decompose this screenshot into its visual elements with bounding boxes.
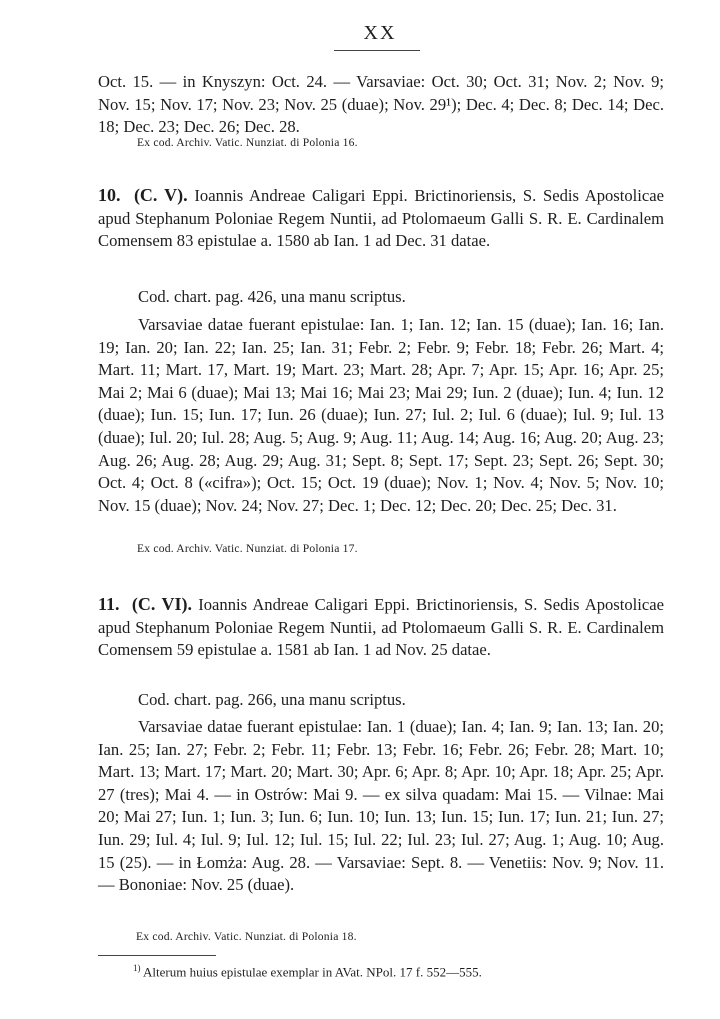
entry-11-codex: Cod. chart. pag. 266, una manu scriptus. [138,690,406,709]
entry-10-dates: Varsaviae datae fuerant epistulae: Ian. 1; Ian. 12; Ian. 15 (duae); Ian. 16; Ian. 19; Ian. 20; Ian. 22; Ian. 25; Ian. 31; Febr. 2; Febr. 9; Febr. 18; Febr. 26; Mart. 4; Mart. 11; Mart. 17, Mart. 19; Mart. 23; Mart. 28; Apr. 7; Apr. 15; Apr. 16; Apr. 25; Mai 2; Mai 6 (duae); Mai 13; Mai 16; Mai 23; Mai 29; Iun. 2 (duae); Iun. 4; Iun. 12 (duae); Iun. 15; Iun. 17; Iun. 26 (duae); Iun. 27; Iul. 2; Iul. 6 (duae); Iul. 9; Iul. 13 (duae); Iul. 20; Iul. 28; Aug. 5; Aug. 9; Aug. 11; Aug. 14; Aug. 16; Aug. 20; Aug. 23; Aug. 26; Aug. 28; Aug. 29; Aug. 31; Sept. 8; Sept. 17; Sept. 23; Sept. 26; Sept. 30; Oct. 4; Oct. 8 («cifra»); Oct. 15; Oct. 19 (duae); Nov. 1; Nov. 4; Nov. 5; Nov. 10; Nov. 15 (duae); Nov. 24; Nov. 27; Dec. 1; Dec. 12; Dec. 20; Dec. 25; Dec. 31. [98,315,664,515]
entry-10-number: 10. [98,185,121,205]
entry-10-title: Ioannis Andreae Caligari Eppi. Brictinoriensis, S. Sedis Apostolicae apud Stephanum Poloniae Regem Nuntii, ad Ptolomaeum Galli S. R. E. Cardinalem Comensem 83 epistulae a. 1580 ab Ian. 1 ad Dec. 31 datae. [98,186,664,251]
entry-10-code: (C. V). [133,185,188,205]
source-note-16: Ex cod. Archiv. Vatic. Nunziat. di Polonia 16. [137,136,358,149]
entry-10-heading [98,184,664,253]
entry-11-dates: Varsaviae datae fuerant epistulae: Ian. 1 (duae); Ian. 4; Ian. 9; Ian. 13; Ian. 20; Ian. 25; Ian. 27; Febr. 2; Febr. 11; Febr. 13; Febr. 16; Febr. 26; Febr. 28; Mart. 10; Mart. 13; Mart. 17; Mart. 20; Mart. 30; Apr. 6; Apr. 8; Apr. 10; Apr. 18; Apr. 25; Apr. 27 (tres); Mai 4. — in Ostrów: Mai 9. — ex silva quadam: Mai 15. — Vilnae: Mai 20; Mai 27; Iun. 1; Iun. 3; Iun. 6; Iun. 10; Iun. 13; Iun. 15; Iun. 17; Iun. 21; Iun. 27; Iun. 29; Iul. 4; Iul. 9; Iul. 12; Iul. 15; Iul. 22; Iul. 23; Iul. 27; Aug. 1; Aug. 10; Aug. 15 (25). — in Łomża: Aug. 28. — Varsaviae: Sept. 8. — Venetiis: Nov. 9; Nov. 11. — Bononiae: Nov. 25 (duae). [98,717,664,895]
footnote-rule [98,955,216,956]
source-note-18: Ex cod. Archiv. Vatic. Nunziat. di Polonia 18. [136,930,357,943]
header-rule [334,50,420,51]
entry-10-codex: Cod. chart. pag. 426, una manu scriptus. [138,287,406,306]
source-note-17: Ex cod. Archiv. Vatic. Nunziat. di Polonia 17. [137,542,358,555]
page-number: XX [363,22,397,44]
footnote-text: Alterum huius epistulae exemplar in AVat. NPol. 17 f. 552—555. [143,964,482,980]
entry-11-number: 11. [98,594,120,614]
entry-11-title: Ioannis Andreae Caligari Eppi. Brictinoriensis, S. Sedis Apostolicae apud Stephanum Poloniae Regem Nuntii, ad Ptolomaeum Galli S. R. E. Cardinalem Comensem 59 epistulae a. 1581 ab Ian. 1 ad Nov. 25 datae. [98,595,664,660]
footnote-mark: 1) [133,963,141,973]
entry-11-heading [98,593,664,662]
footnote [133,963,482,980]
entry-11-code: (C. VI). [131,594,193,614]
continuation-paragraph: Oct. 15. — in Knyszyn: Oct. 24. — Varsaviae: Oct. 30; Oct. 31; Nov. 2; Nov. 9; Nov. 15; Nov. 17; Nov. 23; Nov. 25 (duae); Nov. 29¹); Dec. 4; Dec. 8; Dec. 14; Dec. 18; Dec. 23; Dec. 26; Dec. 28. [98,72,664,137]
